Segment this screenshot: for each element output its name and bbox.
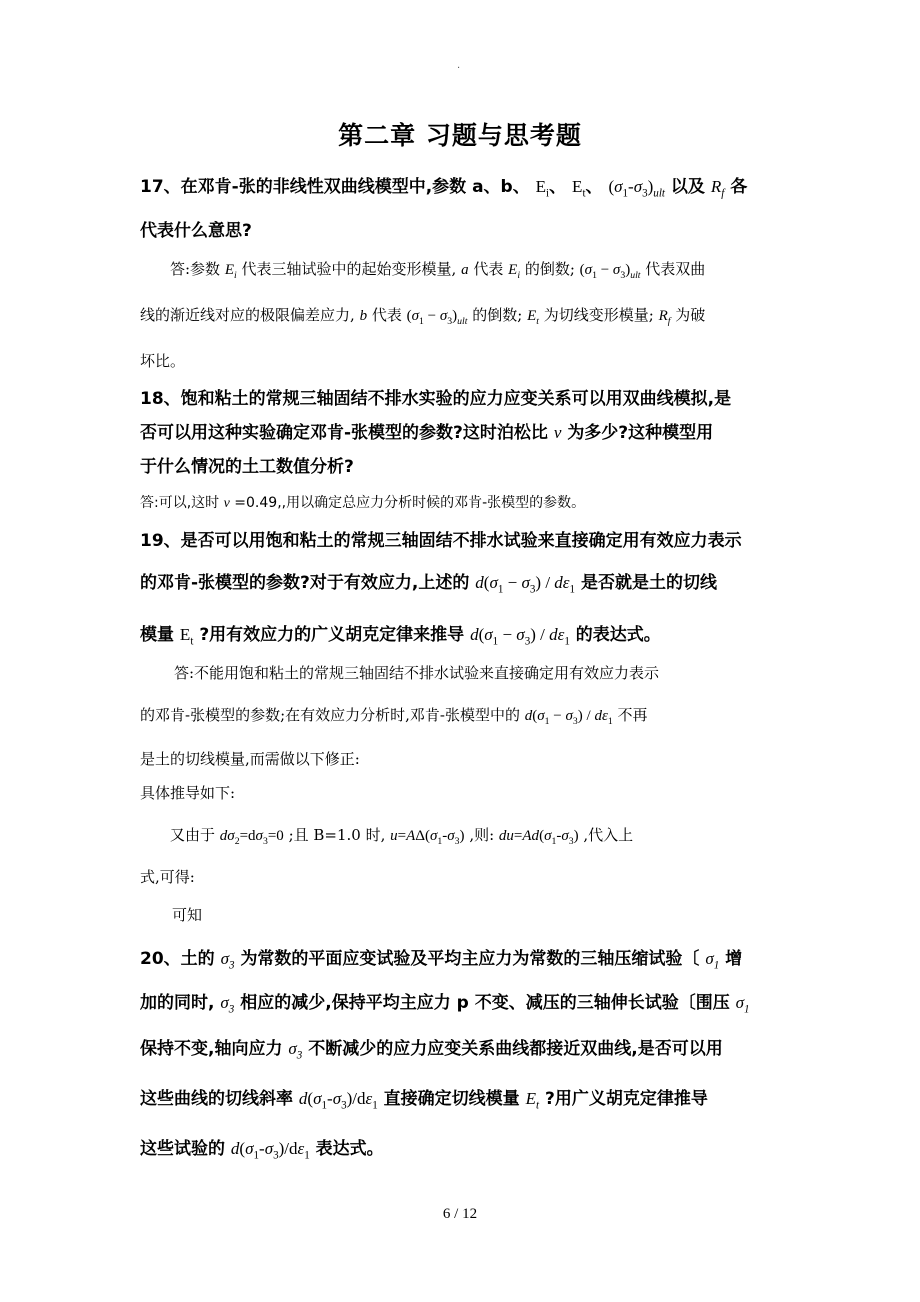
q20-line-3: 保持不变,轴向应力 $\sigma_3$ 不断减少的应力应变关系曲线都接近双曲线,是否可以用 [140,1039,723,1062]
q17-line-1: 17、在邓肯-张的非线性双曲线模型中,参数 a、b、 $E_i$、 $E_t$、 $(\sigma_1-\sigma_3)_{ult}$ 以及 $R_f$ 各 [140,177,748,200]
header-mark: . [457,60,461,71]
q20-line-4: 这些曲线的切线斜率 $d(\sigma_1-\sigma_3)/d\varepsilon_1$ 直接确定切线模量 $E_t$ ?用广义胡克定律推导 [140,1089,708,1112]
a19-line-3: 是土的切线模量,而需做以下修正: [140,750,360,768]
q19-line-2: 的邓肯-张模型的参数?对于有效应力,上述的 $d(\sigma_1 - \sigma_3) / d\varepsilon_1$ 是否就是土的切线 [140,573,717,596]
a17-line-3: 坏比。 [140,352,186,370]
q20-line-1: 20、土的 $\sigma_3$ 为常数的平面应变试验及平均主应力为常数的三轴压缩试验〔 $\sigma_1$ 增 [140,949,743,972]
a19-line-5: 又由于 $d\sigma_2=d\sigma_3=0$ ;且 B=1.0 时, $u=A\Delta(\sigma_1-\sigma_3)$ ,则: $du=Ad(\sigma_1-\sigma_3)$ ,代入上 [170,826,634,847]
a18-line-1: 答:可以,这时 ν =0.49,,用以确定总应力分析时候的邓肯-张模型的参数。 [140,495,586,511]
q17-line-2: 代表什么意思? [140,221,252,241]
q18-line-3: 于什么情况的土工数值分析? [140,457,354,477]
page-number: 6 / 12 [442,1206,478,1222]
page-title: 第二章 习题与思考题 [338,121,582,150]
a19-line-6: 式,可得: [140,868,195,886]
q18-line-2: 否可以用这种实验确定邓肯-张模型的参数?这时泊松比 ν 为多少?这种模型用 [140,423,714,443]
a19-line-4: 具体推导如下: [140,784,236,802]
a19-line-7: 可知 [172,906,203,924]
a19-line-2: 的邓肯-张模型的参数;在有效应力分析时,邓肯-张模型中的 $d(\sigma_1 - \sigma_3) / d\varepsilon_1$ 不再 [140,706,648,727]
q19-line-1: 19、是否可以用饱和粘土的常规三轴固结不排水试验来直接确定用有效应力表示 [140,531,742,551]
q20-line-2: 加的同时, $\sigma_3$ 相应的减少,保持平均主应力 p 不变、减压的三轴伸长试验〔围压 $\sigma_1$ [140,993,750,1016]
a17-line-1: 答:参数 $E_i$ 代表三轴试验中的起始变形模量, a 代表 $E_i$ 的倒数; $(\sigma_1 - \sigma_3)_{ult}$ 代表双曲 [170,260,706,281]
a19-line-1: 答:不能用饱和粘土的常规三轴固结不排水试验来直接确定用有效应力表示 [174,664,660,682]
q20-line-5: 这些试验的 $d(\sigma_1-\sigma_3)/d\varepsilon_1$ 表达式。 [140,1139,384,1162]
q19-line-3: 模量 $E_t$ ?用有效应力的广义胡克定律来推导 $d(\sigma_1 - \sigma_3) / d\varepsilon_1$ 的表达式。 [140,625,661,648]
a17-line-2: 线的渐近线对应的极限偏差应力, b 代表 $(\sigma_1 - \sigma_3)_{ult}$ 的倒数; $E_t$ 为切线变形模量; $R_f$ 为破 [140,306,706,327]
q18-line-1: 18、饱和粘土的常规三轴固结不排水实验的应力应变关系可以用双曲线模拟,是 [140,389,732,409]
